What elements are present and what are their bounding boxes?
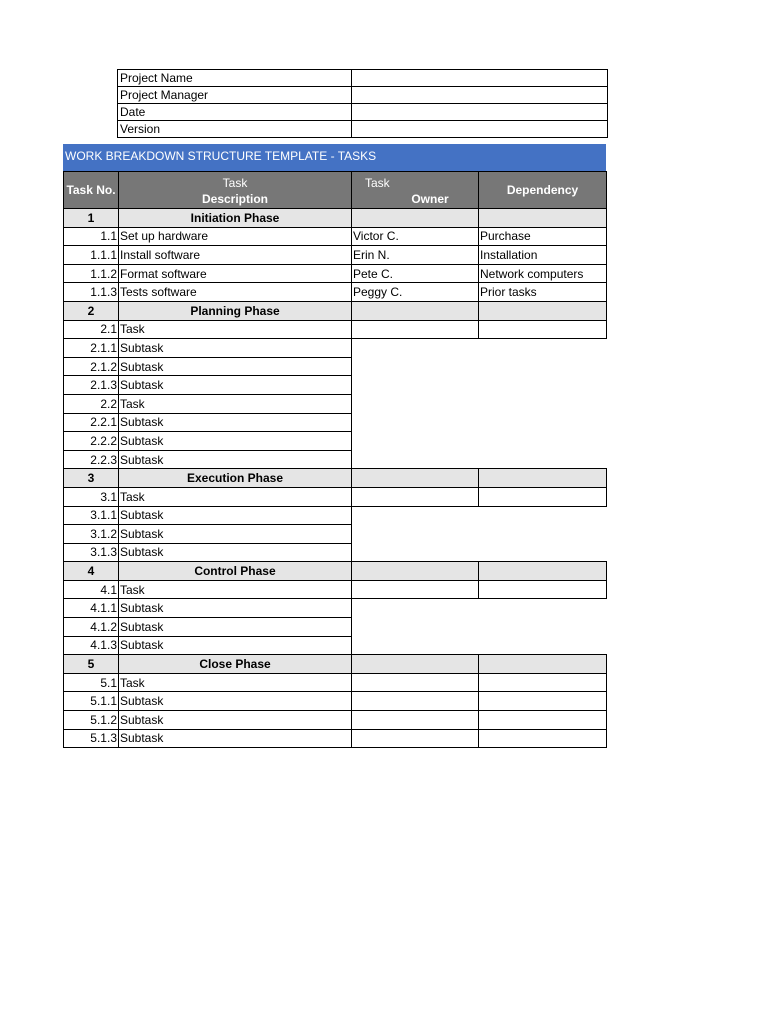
empty-cell xyxy=(479,636,607,655)
empty-cell xyxy=(352,543,479,562)
task-description-cell[interactable]: Subtask xyxy=(119,618,352,637)
task-number-cell: 2.2.1 xyxy=(64,413,119,432)
project-info-value[interactable] xyxy=(352,70,608,87)
header-owner-bottom: Owner xyxy=(411,191,449,206)
task-row xyxy=(64,487,607,506)
task-number-cell: 2.2 xyxy=(64,394,119,413)
task-row xyxy=(64,227,607,246)
task-number-cell: 2.1.3 xyxy=(64,376,119,395)
task-number-cell: 3.1 xyxy=(64,487,119,506)
task-row xyxy=(64,320,607,339)
task-row xyxy=(64,339,607,358)
task-number-cell: 2.1.2 xyxy=(64,357,119,376)
task-owner-cell[interactable] xyxy=(352,692,479,711)
task-dependency-cell[interactable] xyxy=(479,580,607,599)
wbs-table xyxy=(63,171,607,748)
task-description-cell[interactable]: Task xyxy=(119,673,352,692)
wbs-body xyxy=(64,209,607,748)
task-dependency-cell[interactable] xyxy=(479,711,607,730)
task-dependency-cell[interactable] xyxy=(479,301,607,320)
task-description-cell[interactable]: Subtask xyxy=(119,357,352,376)
task-description-cell[interactable]: Control Phase xyxy=(119,562,352,581)
project-info-value[interactable] xyxy=(352,104,608,121)
empty-cell xyxy=(352,394,479,413)
task-dependency-cell[interactable]: Purchase xyxy=(479,227,607,246)
project-info-row xyxy=(118,104,608,121)
empty-cell xyxy=(352,599,479,618)
task-owner-cell[interactable] xyxy=(352,562,479,581)
task-row xyxy=(64,357,607,376)
task-row xyxy=(64,711,607,730)
task-description-cell[interactable]: Subtask xyxy=(119,599,352,618)
task-number-cell: 2 xyxy=(64,301,119,320)
project-info-value[interactable] xyxy=(352,121,608,138)
phase-row xyxy=(64,301,607,320)
task-owner-cell[interactable] xyxy=(352,711,479,730)
task-description-cell[interactable]: Initiation Phase xyxy=(119,209,352,228)
empty-cell xyxy=(352,339,479,358)
task-row xyxy=(64,525,607,544)
task-dependency-cell[interactable] xyxy=(479,729,607,748)
task-description-cell[interactable]: Task xyxy=(119,580,352,599)
task-row xyxy=(64,394,607,413)
task-description-cell[interactable]: Tests software xyxy=(119,283,352,302)
empty-cell xyxy=(352,357,479,376)
task-number-cell: 5.1.1 xyxy=(64,692,119,711)
task-description-cell[interactable]: Subtask xyxy=(119,376,352,395)
task-owner-cell[interactable] xyxy=(352,729,479,748)
task-description-cell[interactable]: Task xyxy=(119,487,352,506)
task-row xyxy=(64,729,607,748)
task-description-cell[interactable]: Subtask xyxy=(119,413,352,432)
task-number-cell: 5.1.2 xyxy=(64,711,119,730)
task-dependency-cell[interactable] xyxy=(479,487,607,506)
task-number-cell: 3 xyxy=(64,469,119,488)
task-number-cell: 1.1.2 xyxy=(64,264,119,283)
task-row xyxy=(64,636,607,655)
task-owner-cell[interactable]: Peggy C. xyxy=(352,283,479,302)
task-description-cell[interactable]: Subtask xyxy=(119,506,352,525)
task-description-cell[interactable]: Subtask xyxy=(119,432,352,451)
task-owner-cell[interactable] xyxy=(352,209,479,228)
header-task-no: Task No. xyxy=(64,172,119,209)
task-row xyxy=(64,580,607,599)
project-info-body xyxy=(118,70,608,138)
empty-cell xyxy=(479,339,607,358)
task-owner-cell[interactable] xyxy=(352,469,479,488)
task-description-cell[interactable]: Format software xyxy=(119,264,352,283)
empty-cell xyxy=(479,450,607,469)
task-description-cell[interactable]: Task xyxy=(119,320,352,339)
task-row xyxy=(64,450,607,469)
task-row xyxy=(64,413,607,432)
task-dependency-cell[interactable] xyxy=(479,209,607,228)
task-owner-cell[interactable] xyxy=(352,655,479,674)
task-owner-cell[interactable]: Erin N. xyxy=(352,246,479,265)
empty-cell xyxy=(352,525,479,544)
task-description-cell[interactable]: Close Phase xyxy=(119,655,352,674)
task-number-cell: 5 xyxy=(64,655,119,674)
task-row xyxy=(64,673,607,692)
empty-cell xyxy=(479,543,607,562)
task-owner-cell[interactable] xyxy=(352,301,479,320)
header-description-top: Task xyxy=(222,175,248,190)
task-dependency-cell[interactable] xyxy=(479,692,607,711)
task-owner-cell[interactable]: Pete C. xyxy=(352,264,479,283)
project-info-table xyxy=(117,69,608,138)
task-number-cell: 4.1.1 xyxy=(64,599,119,618)
task-number-cell: 1.1.1 xyxy=(64,246,119,265)
task-dependency-cell[interactable] xyxy=(479,655,607,674)
empty-cell xyxy=(479,506,607,525)
task-description-cell[interactable]: Subtask xyxy=(119,450,352,469)
task-row xyxy=(64,618,607,637)
phase-row xyxy=(64,469,607,488)
project-info-label: Project Manager xyxy=(118,87,352,104)
table-title-banner: WORK BREAKDOWN STRUCTURE TEMPLATE - TASKS xyxy=(63,144,606,171)
task-description-cell[interactable]: Subtask xyxy=(119,339,352,358)
empty-cell xyxy=(352,636,479,655)
task-description-cell[interactable]: Execution Phase xyxy=(119,469,352,488)
task-number-cell: 2.1.1 xyxy=(64,339,119,358)
task-number-cell: 4 xyxy=(64,562,119,581)
project-info-row xyxy=(118,121,608,138)
task-number-cell: 1.1.3 xyxy=(64,283,119,302)
empty-cell xyxy=(352,618,479,637)
project-info-label: Version xyxy=(118,121,352,138)
project-info-label: Project Name xyxy=(118,70,352,87)
task-description-cell[interactable]: Planning Phase xyxy=(119,301,352,320)
header-row xyxy=(64,172,607,209)
task-dependency-cell[interactable]: Installation xyxy=(479,246,607,265)
task-number-cell: 4.1.2 xyxy=(64,618,119,637)
task-row xyxy=(64,543,607,562)
task-owner-cell[interactable]: Victor C. xyxy=(352,227,479,246)
task-number-cell: 5.1.3 xyxy=(64,729,119,748)
task-row xyxy=(64,432,607,451)
task-number-cell: 5.1 xyxy=(64,673,119,692)
task-owner-cell[interactable] xyxy=(352,580,479,599)
project-info-row xyxy=(118,87,608,104)
task-dependency-cell[interactable] xyxy=(479,469,607,488)
header-description-bottom: Description xyxy=(201,191,268,206)
empty-cell xyxy=(479,432,607,451)
task-dependency-cell[interactable] xyxy=(479,562,607,581)
project-info-value[interactable] xyxy=(352,87,608,104)
phase-row xyxy=(64,209,607,228)
task-owner-cell[interactable] xyxy=(352,320,479,339)
header-dependency: Dependency xyxy=(479,172,607,209)
task-description-cell[interactable]: Subtask xyxy=(119,692,352,711)
task-owner-cell[interactable] xyxy=(352,673,479,692)
task-dependency-cell[interactable] xyxy=(479,673,607,692)
empty-cell xyxy=(479,376,607,395)
empty-cell xyxy=(479,413,607,432)
task-number-cell: 2.1 xyxy=(64,320,119,339)
empty-cell xyxy=(479,618,607,637)
task-description-cell[interactable]: Subtask xyxy=(119,711,352,730)
task-description-cell[interactable]: Subtask xyxy=(119,525,352,544)
phase-row xyxy=(64,562,607,581)
empty-cell xyxy=(479,599,607,618)
task-owner-cell[interactable] xyxy=(352,487,479,506)
header-description xyxy=(119,172,352,209)
task-row xyxy=(64,376,607,395)
task-number-cell: 3.1.1 xyxy=(64,506,119,525)
task-number-cell: 3.1.2 xyxy=(64,525,119,544)
task-number-cell: 1 xyxy=(64,209,119,228)
project-info-row xyxy=(118,70,608,87)
task-description-cell[interactable]: Set up hardware xyxy=(119,227,352,246)
task-row xyxy=(64,283,607,302)
task-number-cell: 2.2.3 xyxy=(64,450,119,469)
empty-cell xyxy=(479,394,607,413)
task-description-cell[interactable]: Install software xyxy=(119,246,352,265)
task-row xyxy=(64,692,607,711)
task-row xyxy=(64,599,607,618)
empty-cell xyxy=(352,450,479,469)
task-dependency-cell[interactable]: Prior tasks xyxy=(479,283,607,302)
task-dependency-cell[interactable]: Network computers xyxy=(479,264,607,283)
header-owner-top: Task xyxy=(365,175,390,190)
task-number-cell: 3.1.3 xyxy=(64,543,119,562)
empty-cell xyxy=(352,376,479,395)
project-info-label: Date xyxy=(118,104,352,121)
phase-row xyxy=(64,655,607,674)
task-dependency-cell[interactable] xyxy=(479,320,607,339)
task-row xyxy=(64,246,607,265)
empty-cell xyxy=(479,525,607,544)
task-row xyxy=(64,506,607,525)
empty-cell xyxy=(479,357,607,376)
task-description-cell[interactable]: Subtask xyxy=(119,636,352,655)
task-number-cell: 4.1.3 xyxy=(64,636,119,655)
task-row xyxy=(64,264,607,283)
task-number-cell: 4.1 xyxy=(64,580,119,599)
task-description-cell[interactable]: Subtask xyxy=(119,543,352,562)
task-description-cell[interactable]: Task xyxy=(119,394,352,413)
task-number-cell: 1.1 xyxy=(64,227,119,246)
empty-cell xyxy=(352,506,479,525)
task-number-cell: 2.2.2 xyxy=(64,432,119,451)
header-owner xyxy=(352,172,479,209)
task-description-cell[interactable]: Subtask xyxy=(119,729,352,748)
empty-cell xyxy=(352,413,479,432)
empty-cell xyxy=(352,432,479,451)
